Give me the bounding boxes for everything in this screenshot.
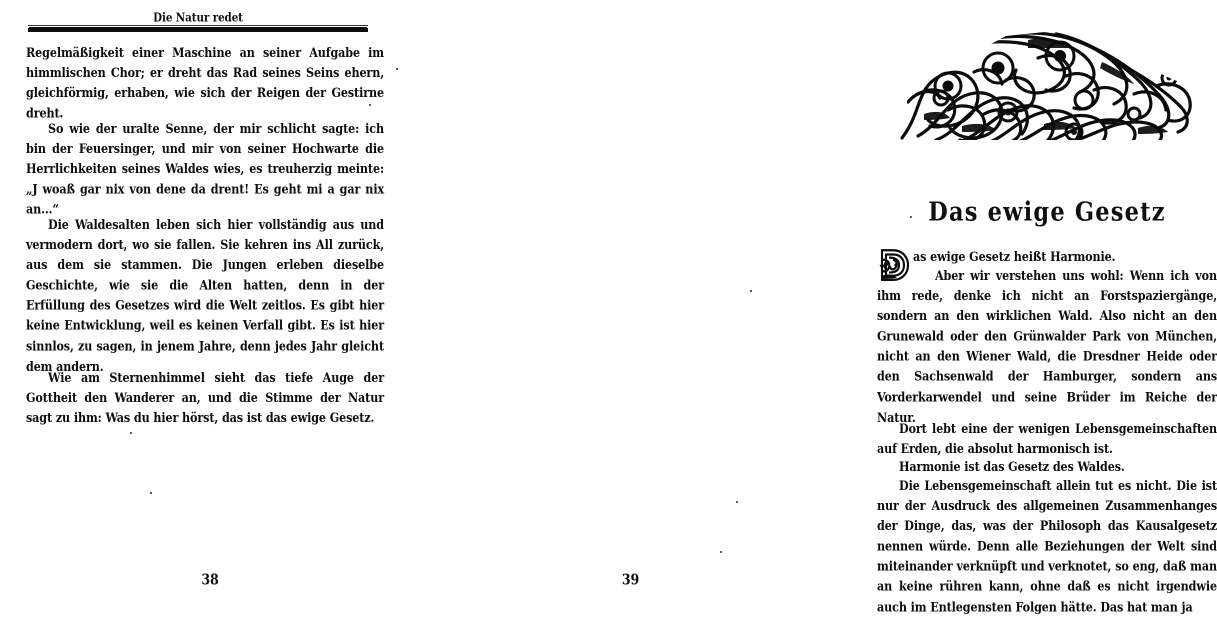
folio-right: 39 <box>621 572 640 589</box>
left-column-text <box>26 42 384 424</box>
running-head-text: Die Natur redet <box>153 10 243 25</box>
paragraph: Regelmäßigkeit einer Maschine an seiner Aufgabe im himmlischen Chor; er dreht das Rad seines Seins ehern, gleichförmig, erhaben, wie sich der Reigen der Gestirne dreht. <box>26 44 384 121</box>
scan-speck <box>910 216 912 218</box>
paragraph: Wie am Sternenhimmel sieht das tiefe Auge der Gottheit den Wanderer an, und die Stimme der Natur sagt zu ihm: Was du hier hörst, das ist das ewige Gesetz. <box>26 368 384 426</box>
celtic-interlace-ornament-icon <box>888 28 1208 146</box>
paragraph-text: as ewige Gesetz heißt Harmonie. <box>913 248 1116 265</box>
paragraph: Dort lebt eine der wenigen Lebensgemeinschaften auf Erden, die absolut harmonisch ist. <box>877 419 1217 457</box>
paragraph: Aber wir verstehen uns wohl: Wenn ich von ihm rede, denke ich nicht an Forstspaziergänge, sondern an den wirklichen Wald. Also nicht an den Grunewald oder den Grünwalder Park von München, nicht an den Wiener Wald, die Dresdner Heide oder den Sachsenwald der Hamburger, sondern ans Vorderkarwendel und seine Brüder im Reiche der Natur. <box>877 267 1217 425</box>
scan-speck <box>736 501 738 503</box>
scan-speck <box>150 492 152 494</box>
scan-speck <box>720 551 722 553</box>
page-right <box>420 0 1217 615</box>
scan-speck <box>369 104 371 106</box>
scan-speck <box>130 432 132 434</box>
page-left <box>0 0 420 600</box>
scan-speck <box>396 68 398 70</box>
header-rule <box>28 28 368 32</box>
folio-left: 38 <box>201 572 219 589</box>
scan-speck <box>750 290 752 292</box>
paragraph: Die Waldesalten leben sich hier vollständig aus und vermodern dort, wo sie fallen. Sie kehren ins All zurück, aus dem sie stammen. Die Jungen erleben dieselbe Geschichte, wie sie die Alten hatten, denn in der Erfüllung des Gesetzes wird die Welt zeitlos. Es gibt hier keine Entwicklung, weil es keinen Verfall gibt. Es ist hier sinnlos, zu sagen, in jenem Jahre, denn jedes Jahr gleicht dem andern. <box>26 215 384 374</box>
paragraph: So wie der uralte Senne, der mir schlicht sagte: ich bin der Feuersinger, und mir von seiner Hochwarte die Herrlichkeiten seines Waldes wies, es treuherzig meinte: „J woaß gar nix von dene da drent! Es geht mi a gar nix an...“ <box>26 120 384 218</box>
paragraph-with-dropcap <box>877 246 1217 266</box>
right-column-text <box>877 246 1217 615</box>
running-head <box>28 6 368 25</box>
chapter-title: Das ewige Gesetz <box>928 196 1166 227</box>
paragraph: Harmonie ist das Gesetz des Waldes. <box>899 458 1125 475</box>
paragraph: Die Lebensgemeinschaft allein tut es nicht. Die ist nur der Ausdruck des allgemeinen Zusammenhanges der Dinge, das, was der Philosoph das Kausalgesetz nennen würde. Denn alle Beziehungen der Welt sind miteinander verknüpft und verknotet, so eng, daß man an keine rühren kann, ohne daß es nicht irgendwie auch im Entlegensten Folgen hätte. Das hat man ja <box>877 477 1217 615</box>
